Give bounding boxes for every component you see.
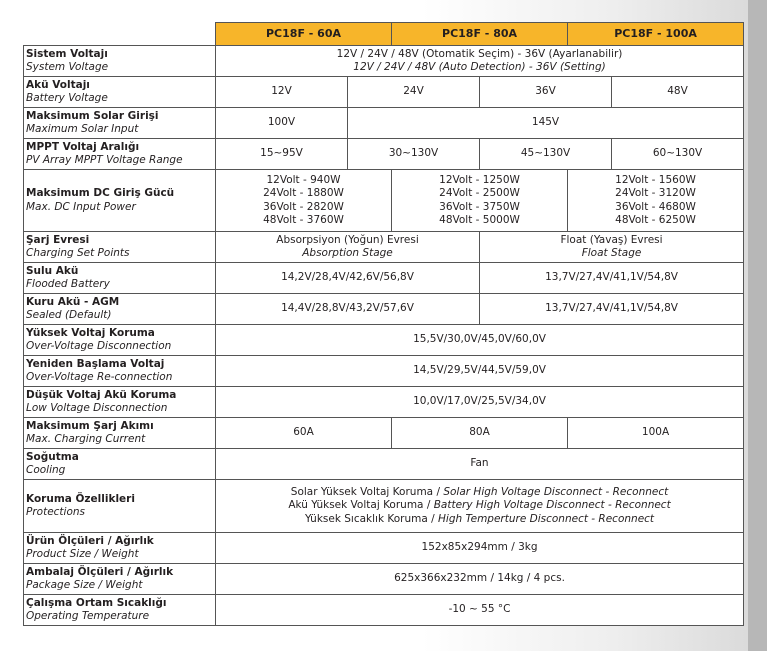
row-battery-voltage bbox=[24, 77, 744, 108]
cell-value: 625x366x232mm / 14kg / 4 pcs. bbox=[216, 564, 744, 595]
model-header-60a: PC18F - 60A bbox=[216, 23, 392, 46]
label-en: Cooling bbox=[26, 464, 66, 476]
power-line: 36Volt - 4680W bbox=[615, 200, 696, 213]
row-label bbox=[24, 564, 216, 595]
power-line: 12Volt - 1250W bbox=[439, 173, 520, 186]
row-max-dc-power bbox=[24, 170, 744, 232]
row-label bbox=[24, 46, 216, 77]
label-tr: Sistem Voltajı bbox=[26, 47, 108, 60]
protection-en: Battery High Voltage Disconnect - Reconnect bbox=[433, 499, 671, 512]
protection-tr: Solar Yüksek Voltaj Koruma / bbox=[290, 485, 444, 498]
row-label bbox=[24, 418, 216, 449]
label-tr: Düşük Voltaj Akü Koruma bbox=[26, 388, 177, 401]
row-label bbox=[24, 294, 216, 325]
power-line: 12Volt - 940W bbox=[266, 173, 341, 186]
label-en: System Voltage bbox=[26, 61, 109, 73]
label-tr: Soğutma bbox=[26, 450, 79, 463]
power-line: 48Volt - 3760W bbox=[263, 214, 344, 226]
header-row bbox=[24, 23, 744, 46]
label-tr: Ambalaj Ölçüleri / Ağırlık bbox=[26, 565, 174, 578]
label-en: Sealed (Default) bbox=[26, 309, 112, 321]
row-max-charging-current bbox=[24, 418, 744, 449]
protection-line bbox=[218, 486, 741, 500]
label-tr: MPPT Voltaj Aralığı bbox=[26, 140, 140, 153]
cell-value: 30~130V bbox=[348, 139, 480, 170]
protection-en: High Temperture Disconnect - Reconnect bbox=[438, 512, 655, 525]
cell-absorption: 14,2V/28,4V/42,6V/56,8V bbox=[216, 263, 480, 294]
label-tr: Maksimum Şarj Akımı bbox=[26, 419, 154, 432]
label-en: Charging Set Points bbox=[26, 247, 130, 259]
label-tr: Yeniden Başlama Voltaj bbox=[26, 357, 165, 370]
row-label bbox=[24, 139, 216, 170]
label-en: PV Array MPPT Voltage Range bbox=[26, 154, 183, 166]
label-tr: Maksimum Solar Girişi bbox=[26, 109, 159, 122]
row-label bbox=[24, 77, 216, 108]
row-low-voltage-disconnection bbox=[24, 387, 744, 418]
label-tr: Ürün Ölçüleri / Ağırlık bbox=[26, 534, 154, 547]
model-header-100a: PC18F - 100A bbox=[568, 23, 744, 46]
value-en: Float Stage bbox=[581, 247, 642, 259]
value-tr: Float (Yavaş) Evresi bbox=[560, 233, 663, 246]
power-line: 24Volt - 1880W bbox=[263, 187, 344, 199]
power-line: 12Volt - 1560W bbox=[615, 173, 696, 186]
label-en: Maximum Solar Input bbox=[26, 123, 139, 135]
row-label bbox=[24, 449, 216, 480]
protection-tr: Akü Yüksek Voltaj Koruma / bbox=[288, 499, 434, 512]
row-label bbox=[24, 356, 216, 387]
right-edge-bar bbox=[748, 0, 767, 651]
row-label bbox=[24, 387, 216, 418]
protection-en: Solar High Voltage Disconnect - Reconnect bbox=[443, 485, 669, 498]
row-over-voltage-reconnection bbox=[24, 356, 744, 387]
cell-value: 152x85x294mm / 3kg bbox=[216, 533, 744, 564]
cell-float: 13,7V/27,4V/41,1V/54,8V bbox=[480, 294, 744, 325]
header-blank bbox=[24, 23, 216, 46]
protection-line bbox=[218, 499, 741, 513]
cell-value: 24V bbox=[348, 77, 480, 108]
label-en: Protections bbox=[26, 506, 86, 518]
label-tr: Çalışma Ortam Sıcaklığı bbox=[26, 596, 167, 609]
row-over-voltage-disconnection bbox=[24, 325, 744, 356]
spec-table bbox=[23, 22, 744, 626]
row-flooded-battery bbox=[24, 263, 744, 294]
cell-value: 15,5V/30,0V/45,0V/60,0V bbox=[216, 325, 744, 356]
cell-value: 100A bbox=[568, 418, 744, 449]
row-label bbox=[24, 595, 216, 626]
row-label bbox=[24, 533, 216, 564]
row-sealed-battery bbox=[24, 294, 744, 325]
value-tr: 12V / 24V / 48V (Otomatik Seçim) - 36V (Ayarlanabilir) bbox=[336, 47, 623, 60]
label-tr: Sulu Akü bbox=[26, 264, 79, 277]
cell-value: -10 ~ 55 °C bbox=[216, 595, 744, 626]
cell-value: 45~130V bbox=[480, 139, 612, 170]
cell-value: 60~130V bbox=[612, 139, 744, 170]
label-tr: Şarj Evresi bbox=[26, 233, 90, 246]
label-en: Max. Charging Current bbox=[26, 433, 146, 445]
row-charging-stage bbox=[24, 232, 744, 263]
power-line: 48Volt - 5000W bbox=[439, 214, 520, 226]
cell-float bbox=[480, 232, 744, 263]
label-en: Package Size / Weight bbox=[26, 579, 143, 591]
cell-value: 100V bbox=[216, 108, 348, 139]
cell-value: 12V bbox=[216, 77, 348, 108]
label-en: Product Size / Weight bbox=[26, 548, 139, 560]
cell-value-100a bbox=[568, 170, 744, 232]
row-max-solar-input bbox=[24, 108, 744, 139]
cell-float: 13,7V/27,4V/41,1V/54,8V bbox=[480, 263, 744, 294]
row-package-size bbox=[24, 564, 744, 595]
power-line: 24Volt - 3120W bbox=[615, 187, 696, 199]
row-cooling bbox=[24, 449, 744, 480]
row-protections bbox=[24, 480, 744, 533]
cell-value: 145V bbox=[348, 108, 744, 139]
row-label bbox=[24, 232, 216, 263]
cell-value: 48V bbox=[612, 77, 744, 108]
label-tr: Maksimum DC Giriş Gücü bbox=[26, 187, 175, 199]
power-line: 36Volt - 3750W bbox=[439, 200, 520, 213]
row-label bbox=[24, 108, 216, 139]
label-tr: Kuru Akü - AGM bbox=[26, 295, 120, 308]
row-label bbox=[24, 325, 216, 356]
label-en: Over-Voltage Re-connection bbox=[26, 371, 173, 383]
value-en: 12V / 24V / 48V (Auto Detection) - 36V (Setting) bbox=[353, 61, 606, 73]
cell-value: 36V bbox=[480, 77, 612, 108]
power-line: 48Volt - 6250W bbox=[615, 214, 696, 226]
cell-value bbox=[216, 480, 744, 533]
cell-value: Fan bbox=[216, 449, 744, 480]
label-tr: Akü Voltajı bbox=[26, 78, 90, 91]
cell-absorption bbox=[216, 232, 480, 263]
row-system-voltage bbox=[24, 46, 744, 77]
row-label bbox=[24, 170, 216, 232]
cell-value: 15~95V bbox=[216, 139, 348, 170]
label-tr: Yüksek Voltaj Koruma bbox=[26, 326, 155, 339]
label-en: Operating Temperature bbox=[26, 610, 150, 622]
cell-value: 80A bbox=[392, 418, 568, 449]
row-operating-temperature bbox=[24, 595, 744, 626]
label-en: Flooded Battery bbox=[26, 278, 110, 290]
label-en: Over-Voltage Disconnection bbox=[26, 340, 172, 352]
cell-absorption: 14,4V/28,8V/43,2V/57,6V bbox=[216, 294, 480, 325]
protection-line bbox=[218, 513, 741, 527]
cell-value-80a bbox=[392, 170, 568, 232]
row-mppt-range bbox=[24, 139, 744, 170]
label-en: Battery Voltage bbox=[26, 92, 108, 104]
row-label bbox=[24, 263, 216, 294]
label-en: Low Voltage Disconnection bbox=[26, 402, 168, 414]
power-line: 36Volt - 2820W bbox=[263, 200, 344, 213]
row-product-size bbox=[24, 533, 744, 564]
cell-value: 10,0V/17,0V/25,5V/34,0V bbox=[216, 387, 744, 418]
cell-value: 60A bbox=[216, 418, 392, 449]
model-header-80a: PC18F - 80A bbox=[392, 23, 568, 46]
row-label bbox=[24, 480, 216, 533]
protection-tr: Yüksek Sıcaklık Koruma / bbox=[304, 512, 439, 525]
value-en: Absorption Stage bbox=[302, 247, 393, 259]
value-tr: Absorpsiyon (Yoğun) Evresi bbox=[276, 233, 419, 246]
label-tr: Koruma Özellikleri bbox=[26, 492, 135, 505]
cell-value bbox=[216, 46, 744, 77]
cell-value-60a bbox=[216, 170, 392, 232]
power-line: 24Volt - 2500W bbox=[439, 187, 520, 199]
cell-value: 14,5V/29,5V/44,5V/59,0V bbox=[216, 356, 744, 387]
label-en: Max. DC Input Power bbox=[26, 200, 136, 213]
